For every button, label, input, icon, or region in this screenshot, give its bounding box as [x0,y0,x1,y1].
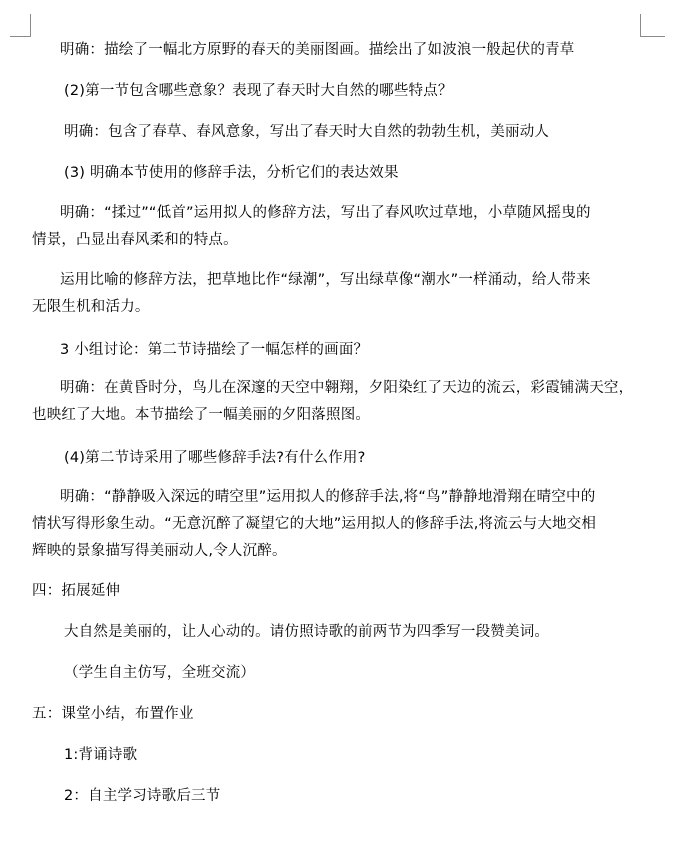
paragraph-line: 情状写得形象生动。“无意沉醉了凝望它的大地”运用拟人的修辞手法,将流云与大地交相 [32,516,597,532]
homework-item-1: 1:背诵诗歌 [64,747,138,763]
section-heading-summary: 五：课堂小结，布置作业 [32,706,194,722]
answer-paragraph-rhetoric [32,200,644,254]
metaphor-paragraph [32,267,644,321]
extension-task: 大自然是美丽的，让人心动的。请仿照诗歌的前两节为四季写一段赞美词。 [64,624,550,640]
paragraph-line: 辉映的景象描写得美丽动人,令人沉醉。 [32,543,287,559]
paragraph-line: 运用比喻的修辞方法，把草地比作“绿潮”，写出绿草像“潮水”一样涌动，给人带来 [60,272,591,288]
paragraph-line: 也映红了大地。本节描绘了一幅美丽的夕阳落照图。 [32,407,371,423]
paragraph-line: 明确：在黄昏时分，鸟儿在深邃的天空中翱翔，夕阳染红了天边的流云，彩霞铺满天空， [60,380,634,396]
question-2: (2)第一节包含哪些意象？表现了春天时大自然的哪些特点？ [64,83,453,99]
question-4: (4)第二节诗采用了哪些修辞手法?有什么作用? [64,450,366,466]
paragraph-line: 明确：“揉过”“低首”运用拟人的修辞方法，写出了春风吹过草地，小草随风摇曳的 [60,205,591,221]
answer-line-1: 明确：描绘了一幅北方原野的春天的美丽图画。描绘出了如波浪一般起伏的青草 [60,42,575,58]
section-heading-extension: 四：拓展延伸 [32,583,121,599]
rhetoric-answer-paragraph [32,484,644,565]
answer-line-2: 明确：包含了春草、春风意象，写出了春天时大自然的勃勃生机，美丽动人 [64,124,550,140]
paragraph-line: 明确：“静静吸入深远的晴空里”运用拟人的修辞手法,将“鸟”静静地滑翔在晴空中的 [60,489,596,505]
question-3: (3) 明确本节使用的修辞手法，分析它们的表达效果 [64,165,399,181]
extension-note: （学生自主仿写，全班交流） [64,665,256,681]
group-discussion-question: 3 小组讨论：第二节诗描绘了一幅怎样的画面？ [60,342,369,358]
paragraph-line: 无限生机和活力。 [32,299,150,315]
paragraph-line: 情景，凸显出春风柔和的特点。 [32,232,238,248]
homework-item-2: 2：自主学习诗歌后三节 [64,788,221,804]
sunset-answer-paragraph [32,375,644,429]
